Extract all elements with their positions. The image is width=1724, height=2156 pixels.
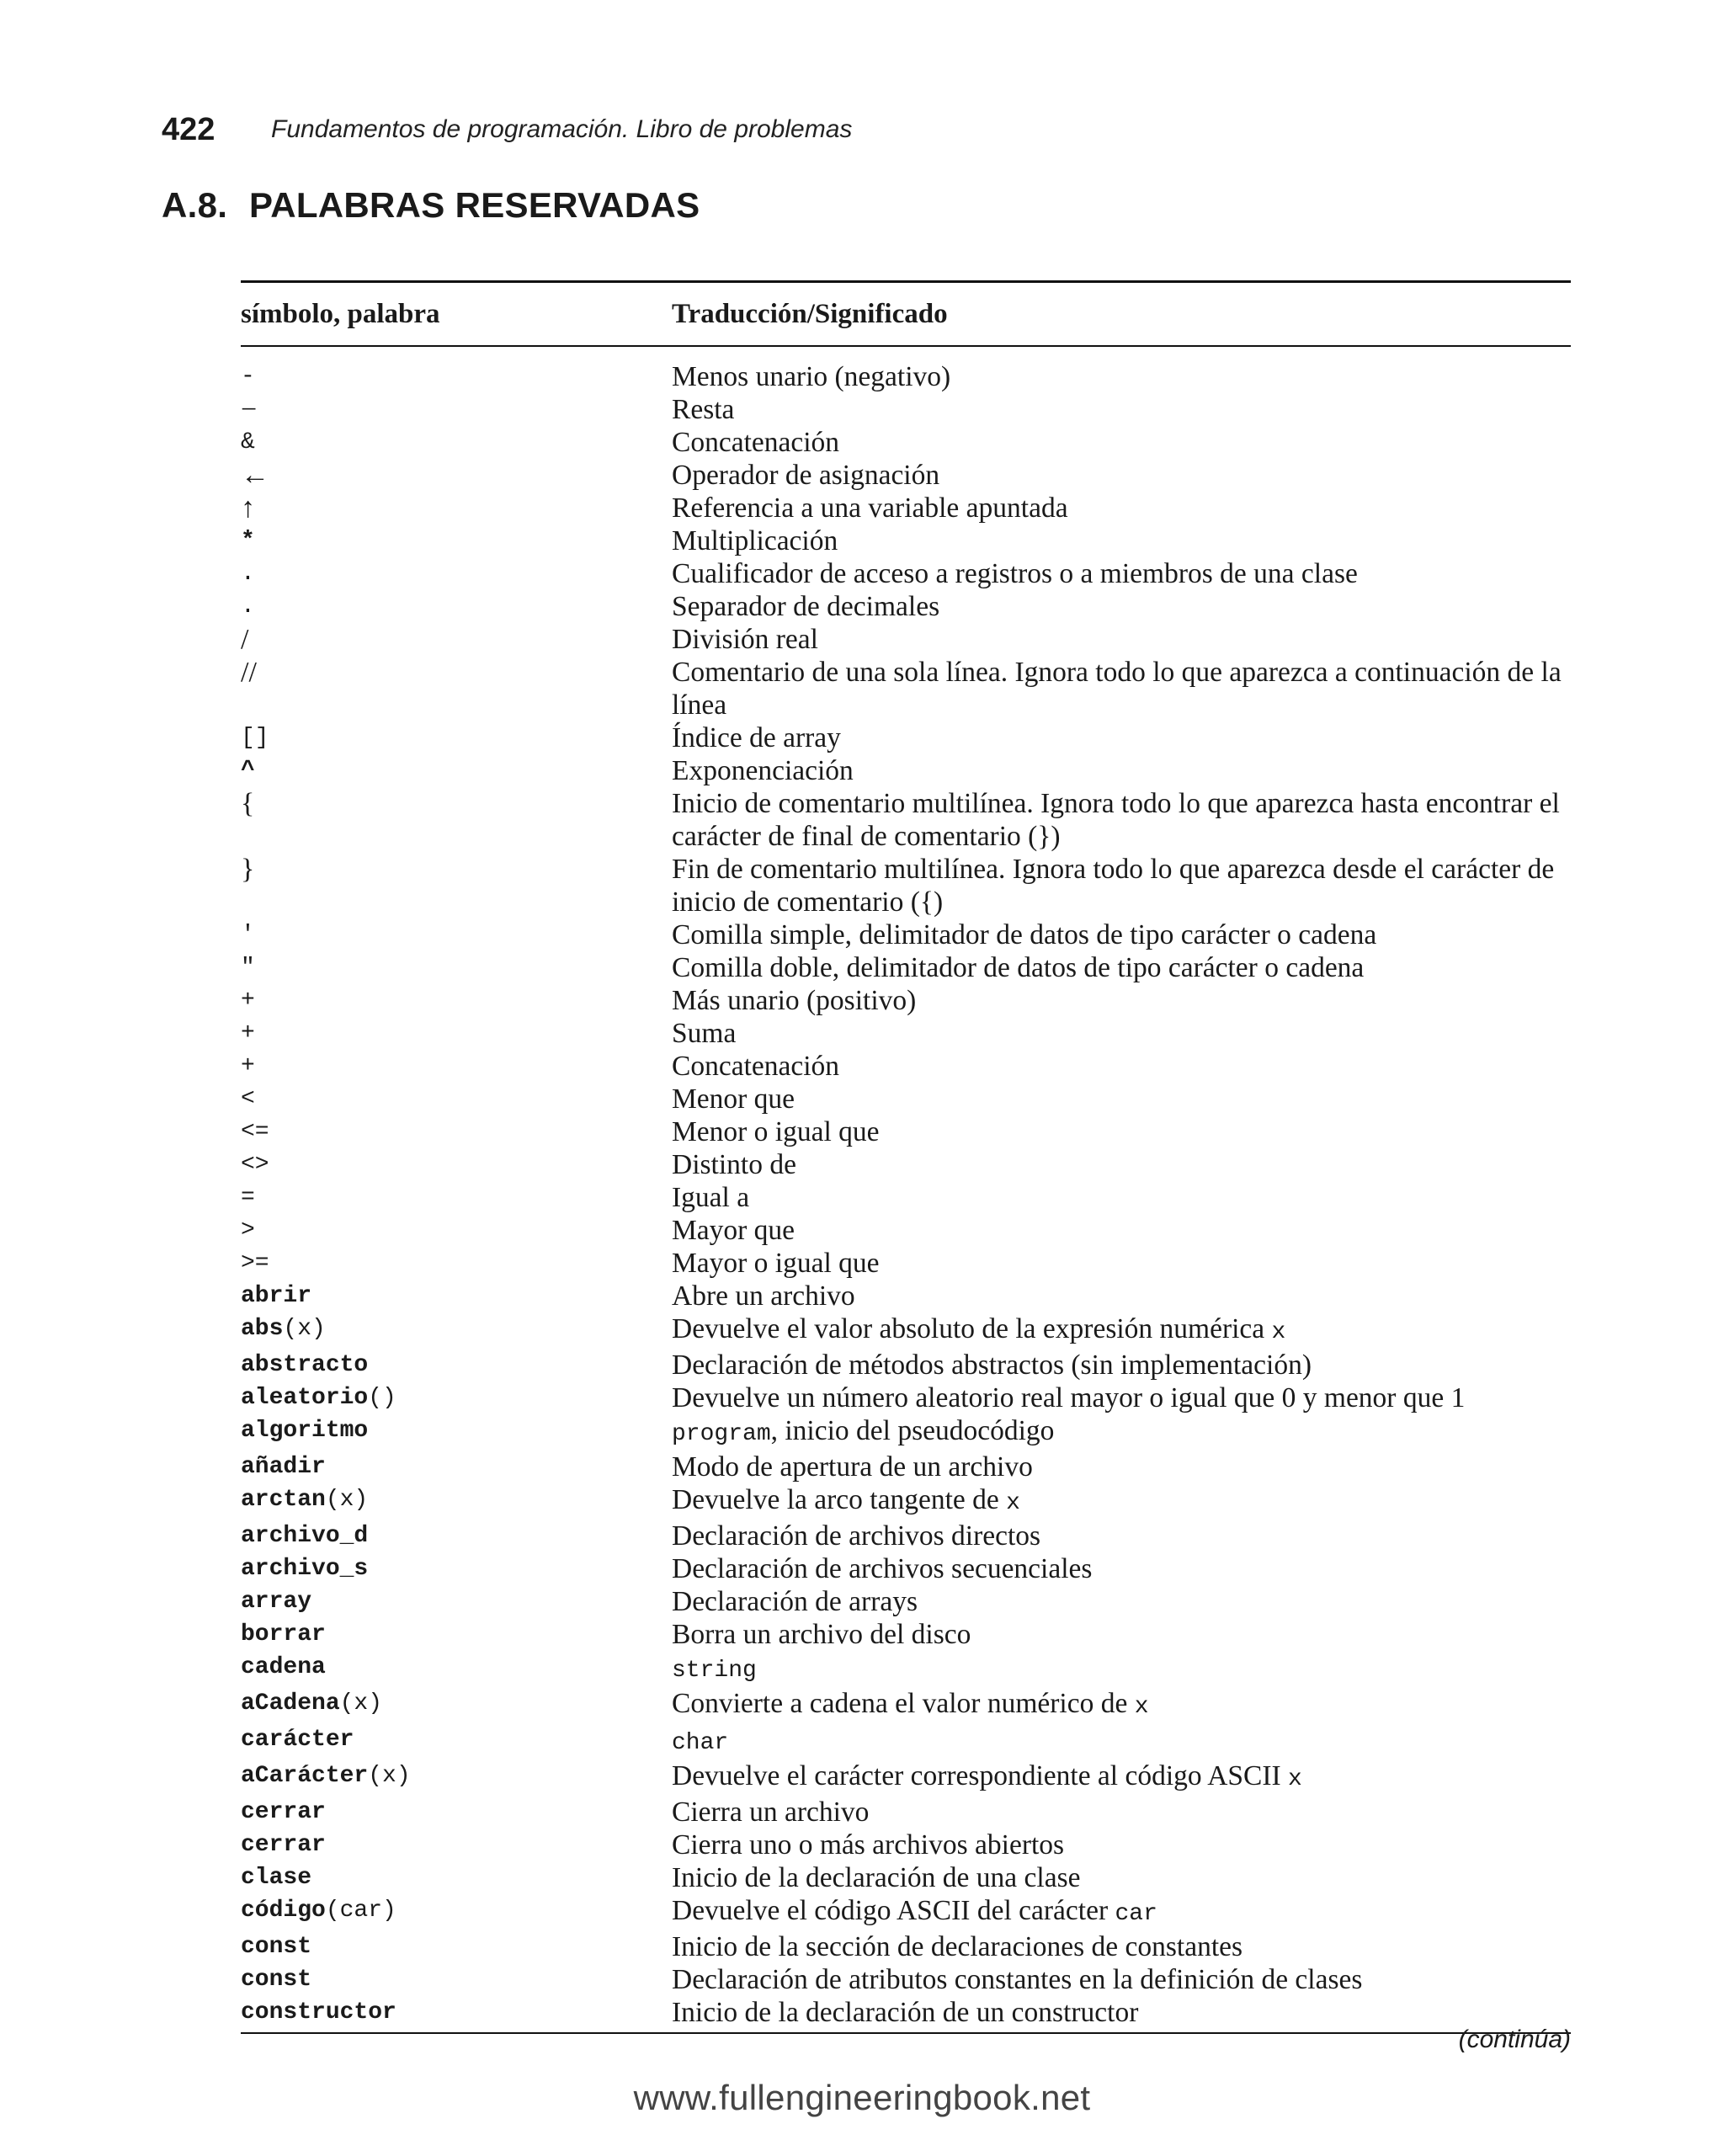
meaning-text: Concatenación: [672, 427, 840, 458]
row-symbol: ^: [241, 758, 255, 784]
code-term: char: [672, 1730, 729, 1756]
meaning-text: Declaración de arrays: [672, 1586, 918, 1617]
row-symbol: ↑: [241, 492, 255, 524]
row-meaning: [672, 1451, 1571, 1483]
meaning-text: Comilla simple, delimitador de datos de tipo carácter o cadena: [672, 919, 1377, 950]
table-row: [241, 393, 1571, 426]
row-meaning: [672, 1618, 1571, 1651]
row-meaning: [672, 1585, 1571, 1618]
reserved-words-table: [241, 280, 1571, 2034]
meaning-text: Devuelve un número aleatorio real mayor o igual que 0 y menor que 1: [672, 1382, 1466, 1413]
row-symbol: [241, 1585, 672, 1618]
keyword: cerrar: [241, 1799, 326, 1825]
meaning-text: Cierra uno o más archivos abiertos: [672, 1829, 1065, 1861]
keyword: borrar: [241, 1621, 326, 1648]
meaning-text: Mayor que: [672, 1215, 795, 1246]
continued-note: (continúa): [1458, 2026, 1571, 2053]
table-row: [241, 360, 1571, 393]
row-meaning: [672, 853, 1571, 918]
meaning-text: Exponenciación: [672, 755, 854, 786]
meaning-text: Devuelve el código ASCII del carácter: [672, 1895, 1115, 1926]
page-header: [162, 108, 852, 152]
row-symbol: >: [241, 1217, 255, 1243]
row-meaning: [672, 1996, 1571, 2029]
keyword: const: [241, 1934, 312, 1960]
table-row: [241, 1687, 1571, 1723]
table-row: [241, 1451, 1571, 1483]
row-meaning: [672, 1247, 1571, 1280]
keyword: carácter: [241, 1727, 354, 1753]
row-meaning: [672, 1083, 1571, 1115]
meaning-text: Inicio de comentario multilínea. Ignora todo lo que aparezca hasta encontrar el carácter de final de comentario (}): [672, 788, 1560, 852]
row-meaning: [672, 1181, 1571, 1214]
row-meaning: [672, 426, 1571, 459]
row-symbol: <=: [241, 1119, 269, 1145]
row-symbol: ": [241, 955, 255, 981]
keyword: abs: [241, 1316, 284, 1342]
row-meaning: [672, 1414, 1571, 1451]
row-symbol: .: [241, 594, 255, 620]
table-row: [241, 1414, 1571, 1451]
meaning-text: Mayor o igual que: [672, 1248, 880, 1279]
section-title: PALABRAS RESERVADAS: [249, 185, 700, 225]
table-row: [241, 1017, 1571, 1050]
row-meaning: [672, 1280, 1571, 1312]
row-symbol: [241, 1861, 672, 1894]
keyword-args: (car): [325, 1898, 396, 1924]
row-meaning: [672, 1687, 1571, 1723]
row-meaning: [672, 656, 1571, 721]
keyword-args: (): [368, 1385, 396, 1411]
table-row: [241, 1312, 1571, 1349]
meaning-text: Menos unario (negativo): [672, 361, 951, 392]
row-symbol: [241, 1414, 672, 1451]
meaning-text: Suma: [672, 1018, 737, 1049]
meaning-text: Convierte a cadena el valor numérico de: [672, 1688, 1135, 1719]
row-meaning: [672, 1214, 1571, 1247]
meaning-text: Devuelve la arco tangente de: [672, 1484, 1007, 1515]
table-body: [241, 347, 1571, 2029]
row-symbol: [241, 1651, 672, 1687]
row-symbol: +: [241, 988, 255, 1014]
keyword: arctan: [241, 1487, 326, 1513]
row-symbol: -: [241, 364, 255, 390]
meaning-text: Modo de apertura de un archivo: [672, 1451, 1033, 1483]
table-row: [241, 918, 1571, 951]
row-meaning: [672, 492, 1571, 524]
row-symbol: [241, 1312, 672, 1349]
row-meaning: [672, 787, 1571, 853]
row-symbol: [241, 1381, 672, 1414]
row-symbol: *: [241, 528, 255, 554]
meaning-text: Operador de asignación: [672, 460, 940, 491]
table-row: [241, 557, 1571, 590]
row-meaning: [672, 1894, 1571, 1930]
table-row: [241, 1552, 1571, 1585]
row-meaning: [672, 524, 1571, 557]
row-meaning: [672, 754, 1571, 787]
section-heading: [162, 185, 700, 226]
meaning-text: Distinto de: [672, 1149, 796, 1180]
meaning-text: Inicio de la sección de declaraciones de constantes: [672, 1931, 1243, 1962]
row-symbol: <>: [241, 1152, 269, 1178]
table-row: [241, 1280, 1571, 1312]
meaning-text: Abre un archivo: [672, 1280, 855, 1312]
code-term: program: [672, 1421, 771, 1447]
row-meaning: [672, 1723, 1571, 1759]
row-meaning: [672, 1930, 1571, 1963]
table-row: [241, 951, 1571, 984]
code-term: x: [1288, 1766, 1302, 1792]
row-symbol: &: [241, 429, 255, 455]
row-symbol: [241, 1759, 672, 1796]
meaning-text: Comilla doble, delimitador de datos de tipo carácter o cadena: [672, 952, 1365, 983]
row-meaning: [672, 721, 1571, 754]
row-meaning: [672, 360, 1571, 393]
keyword: constructor: [241, 1999, 396, 2026]
section-number: A.8.: [162, 185, 228, 225]
meaning-text: Referencia a una variable apuntada: [672, 492, 1068, 524]
meaning-text: Menor que: [672, 1083, 795, 1115]
row-symbol: [241, 1687, 672, 1723]
table-row: [241, 1349, 1571, 1381]
code-term: x: [1271, 1319, 1286, 1345]
table-row: [241, 1181, 1571, 1214]
row-symbol: [241, 1963, 672, 1996]
page-number: 422: [162, 111, 216, 147]
row-symbol: [241, 1520, 672, 1552]
table-row: [241, 787, 1571, 853]
table-row: [241, 1723, 1571, 1759]
table-row: [241, 1247, 1571, 1280]
keyword: añadir: [241, 1454, 326, 1480]
table-row: [241, 1651, 1571, 1687]
row-symbol: []: [241, 725, 269, 751]
row-meaning: [672, 1017, 1571, 1050]
meaning-text: Menor o igual que: [672, 1116, 880, 1147]
keyword: aCadena: [241, 1690, 340, 1717]
table-row: [241, 1796, 1571, 1829]
keyword: cerrar: [241, 1832, 326, 1858]
table-bottom-rule: [241, 2032, 1571, 2034]
meaning-text: Multiplicación: [672, 525, 838, 556]
table-row: [241, 1083, 1571, 1115]
meaning-text: Inicio de la declaración de un constructor: [672, 1997, 1139, 2028]
table-row: [241, 853, 1571, 918]
table-row: [241, 426, 1571, 459]
row-symbol: [241, 1723, 672, 1759]
table-row: [241, 754, 1571, 787]
row-meaning: [672, 1115, 1571, 1148]
meaning-text: Igual a: [672, 1182, 750, 1213]
row-symbol: [241, 1349, 672, 1381]
meaning-text: Índice de array: [672, 722, 841, 753]
meaning-text: Cierra un archivo: [672, 1797, 870, 1828]
code-term: car: [1115, 1901, 1157, 1927]
row-meaning: [672, 1381, 1571, 1414]
row-symbol: .: [241, 561, 255, 587]
meaning-text: Declaración de métodos abstractos (sin implementación): [672, 1349, 1312, 1381]
row-symbol: +: [241, 1020, 255, 1046]
column-header-symbol: símbolo, palabra: [241, 298, 440, 329]
table-row: [241, 1861, 1571, 1894]
table-row: [241, 984, 1571, 1017]
keyword: abrir: [241, 1283, 312, 1309]
table-row: [241, 1930, 1571, 1963]
meaning-text: Cualificador de acceso a registros o a miembros de una clase: [672, 558, 1358, 589]
row-meaning: [672, 393, 1571, 426]
row-symbol: /: [241, 624, 249, 655]
code-term: x: [1006, 1490, 1020, 1516]
table-row: [241, 1759, 1571, 1796]
meaning-text: Inicio de la declaración de una clase: [672, 1862, 1081, 1893]
table-row: [241, 721, 1571, 754]
row-meaning: [672, 1552, 1571, 1585]
row-meaning: [672, 557, 1571, 590]
row-meaning: [672, 1483, 1571, 1520]
keyword-args: (x): [368, 1763, 411, 1789]
table-row: [241, 656, 1571, 721]
meaning-text: Más unario (positivo): [672, 985, 917, 1016]
table-row: [241, 492, 1571, 524]
keyword: aleatorio: [241, 1385, 369, 1411]
meaning-text: Declaración de archivos directos: [672, 1520, 1041, 1552]
table-row: [241, 1483, 1571, 1520]
code-term: x: [1134, 1694, 1149, 1720]
row-symbol: [241, 1894, 672, 1930]
meaning-text: Separador de decimales: [672, 591, 940, 622]
row-symbol: <: [241, 1086, 255, 1112]
row-symbol: [241, 1280, 672, 1312]
row-meaning: [672, 623, 1571, 656]
row-symbol: {: [241, 788, 255, 819]
row-symbol: −: [241, 394, 258, 425]
table-row: [241, 1520, 1571, 1552]
table-row: [241, 1618, 1571, 1651]
table-row: [241, 1996, 1571, 2029]
row-symbol: [241, 1996, 672, 2029]
meaning-text: , inicio del pseudocódigo: [770, 1415, 1055, 1446]
meaning-text: Devuelve el valor absoluto de la expresión numérica: [672, 1313, 1272, 1344]
table-row: [241, 1963, 1571, 1996]
running-title: Fundamentos de programación. Libro de problemas: [271, 115, 853, 143]
row-meaning: [672, 590, 1571, 623]
row-symbol: }: [241, 854, 255, 885]
table-row: [241, 1829, 1571, 1861]
table-row: [241, 1214, 1571, 1247]
keyword: abstracto: [241, 1352, 369, 1378]
row-meaning: [672, 1349, 1571, 1381]
column-header-meaning: Traducción/Significado: [672, 298, 948, 329]
meaning-text: Devuelve el carácter correspondiente al código ASCII: [672, 1760, 1289, 1791]
table-row: [241, 459, 1571, 492]
row-meaning: [672, 918, 1571, 951]
table-row: [241, 1050, 1571, 1083]
meaning-text: Fin de comentario multilínea. Ignora todo lo que aparezca desde el carácter de inicio de comentario ({): [672, 854, 1555, 918]
keyword: cadena: [241, 1654, 326, 1680]
row-meaning: [672, 1651, 1571, 1687]
row-meaning: [672, 1759, 1571, 1796]
meaning-text: Declaración de atributos constantes en la definición de clases: [672, 1964, 1363, 1995]
table-row: [241, 1381, 1571, 1414]
meaning-text: Borra un archivo del disco: [672, 1619, 971, 1650]
row-symbol: [241, 1829, 672, 1861]
keyword: aCarácter: [241, 1763, 369, 1789]
keyword-args: (x): [283, 1316, 326, 1342]
row-meaning: [672, 951, 1571, 984]
code-term: string: [672, 1658, 757, 1684]
keyword: array: [241, 1589, 312, 1615]
keyword: const: [241, 1967, 312, 1993]
meaning-text: Comentario de una sola línea. Ignora todo lo que aparezca a continuación de la línea: [672, 657, 1562, 721]
meaning-text: Declaración de archivos secuenciales: [672, 1553, 1093, 1584]
table-row: [241, 590, 1571, 623]
meaning-text: Resta: [672, 394, 735, 425]
keyword: archivo_s: [241, 1556, 369, 1582]
row-meaning: [672, 1050, 1571, 1083]
keyword-args: (x): [325, 1487, 369, 1513]
row-meaning: [672, 1148, 1571, 1181]
keyword-args: (x): [339, 1690, 383, 1717]
table-header-row: [241, 283, 1571, 345]
watermark: www.fullengineeringbook.net: [633, 2078, 1091, 2117]
row-symbol: =: [241, 1184, 255, 1211]
row-meaning: [672, 1520, 1571, 1552]
row-symbol: [241, 1451, 672, 1483]
meaning-text: Concatenación: [672, 1051, 840, 1082]
row-meaning: [672, 459, 1571, 492]
row-symbol: [241, 1483, 672, 1520]
row-meaning: [672, 1963, 1571, 1996]
row-symbol: [241, 1552, 672, 1585]
row-meaning: [672, 984, 1571, 1017]
row-symbol: //: [241, 657, 257, 688]
row-meaning: [672, 1861, 1571, 1894]
keyword: algoritmo: [241, 1418, 369, 1444]
row-symbol: ': [241, 922, 255, 948]
row-meaning: [672, 1312, 1571, 1349]
table-row: [241, 623, 1571, 656]
row-meaning: [672, 1829, 1571, 1861]
row-meaning: [672, 1796, 1571, 1829]
table-row: [241, 1115, 1571, 1148]
meaning-text: División real: [672, 624, 818, 655]
row-symbol: [241, 1796, 672, 1829]
row-symbol: [241, 1930, 672, 1963]
table-row: [241, 1148, 1571, 1181]
keyword: clase: [241, 1865, 312, 1891]
table-row: [241, 524, 1571, 557]
row-symbol: +: [241, 1053, 255, 1079]
row-symbol: [241, 1618, 672, 1651]
keyword: código: [241, 1898, 326, 1924]
row-symbol: >=: [241, 1250, 269, 1276]
table-row: [241, 1894, 1571, 1930]
table-row: [241, 1585, 1571, 1618]
keyword: archivo_d: [241, 1523, 369, 1549]
row-symbol: ←: [241, 460, 269, 491]
